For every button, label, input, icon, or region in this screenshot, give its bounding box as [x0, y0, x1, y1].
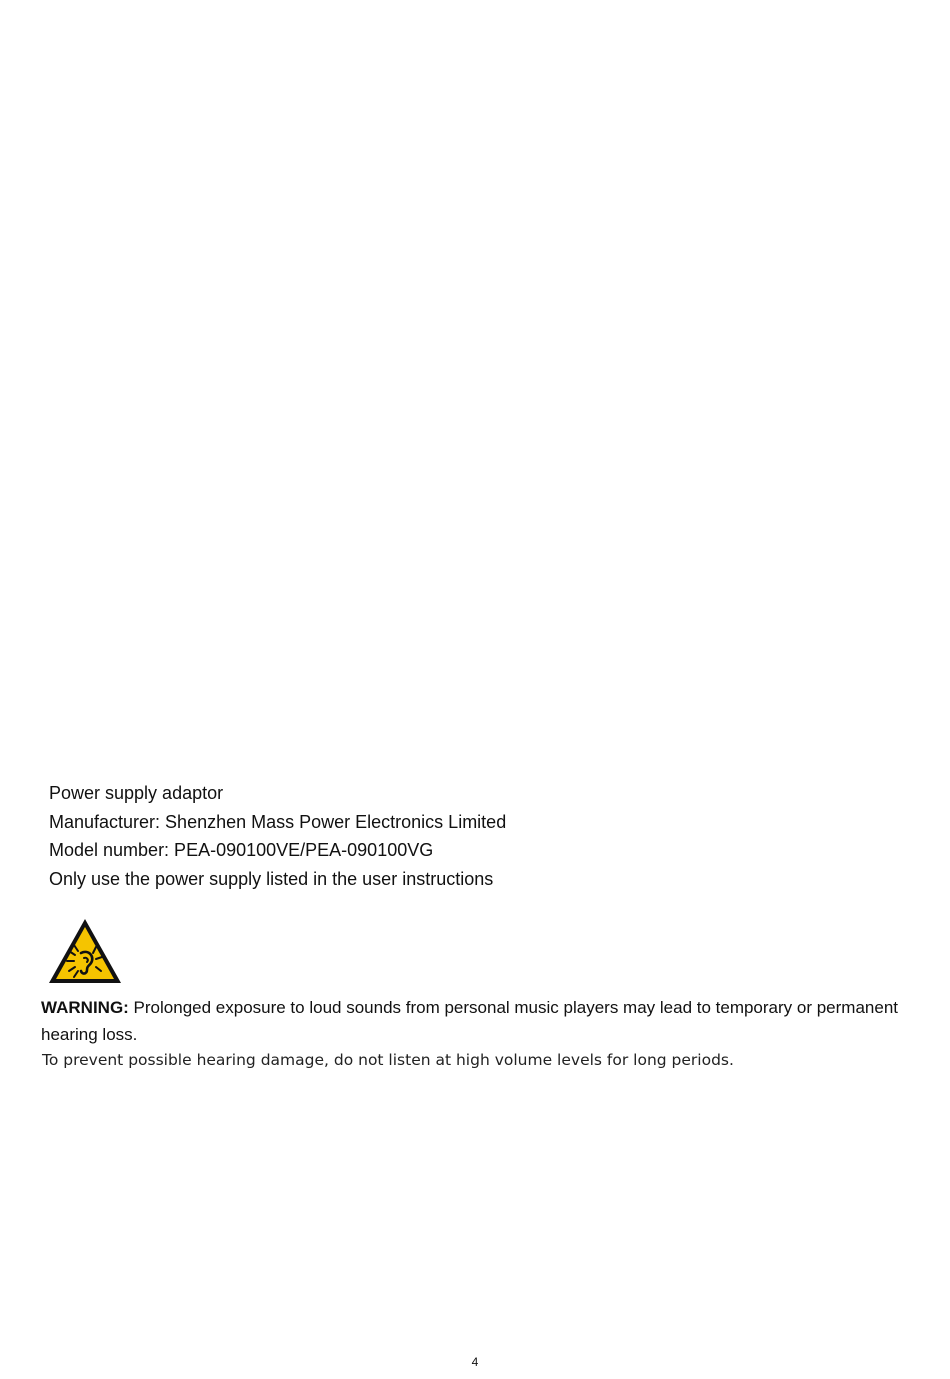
warning-text: Prolonged exposure to loud sounds from personal music players may lead to temporary or permanent hearing loss.	[41, 998, 899, 1044]
hearing-advice: To prevent possible hearing damage, do not listen at high volume levels for long periods.	[42, 1051, 734, 1069]
hearing-warning	[41, 994, 901, 1048]
warning-label: WARNING:	[41, 998, 129, 1017]
power-supply-title: Power supply adaptor	[49, 783, 224, 803]
model-number-line: Model number: PEA-090100VE/PEA-090100VG	[49, 840, 434, 860]
hearing-damage-warning-icon	[47, 917, 123, 985]
manufacturer-line: Manufacturer: Shenzhen Mass Power Electronics Limited	[49, 811, 507, 832]
power-supply-note: Only use the power supply listed in the user instructions	[49, 868, 494, 889]
page-number: 4	[471, 1355, 479, 1369]
warning-paragraph	[41, 994, 901, 1048]
power-supply-info	[49, 779, 849, 893]
